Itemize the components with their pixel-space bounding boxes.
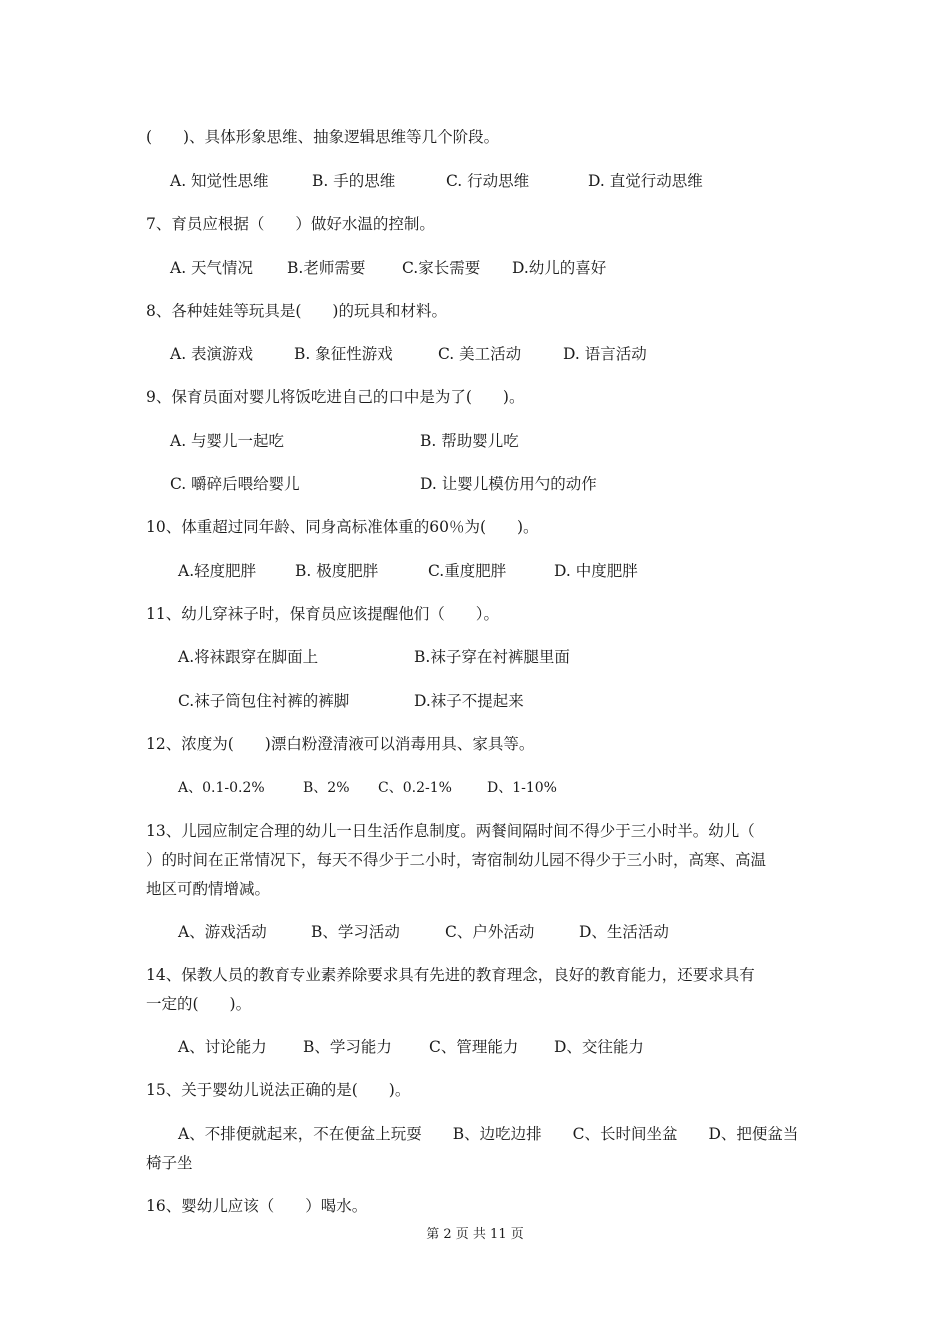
q10-stem: 10、体重超过同年龄、同身高标准体重的60％为( )。: [146, 518, 539, 536]
q10-option-a: A.轻度肥胖: [178, 562, 257, 580]
q8-option-a: A. 表演游戏: [170, 345, 254, 363]
q13-option-d: D、生活活动: [579, 923, 669, 941]
q7-option-c: C.家长需要: [402, 259, 481, 277]
q14-stem-line-1: 14、保教人员的教育专业素养除要求具有先进的教育理念，良好的教育能力，还要求具有: [146, 966, 755, 984]
page-number-footer: 第 2 页 共 11 页: [426, 1227, 524, 1242]
q6-option-a: A. 知觉性思维: [170, 172, 269, 190]
q8-option-d: D. 语言活动: [563, 345, 647, 363]
q11-stem: 11、幼儿穿袜子时，保育员应该提醒他们（ ）。: [146, 605, 499, 623]
q12-option-c: C、0.2-1%: [378, 780, 452, 796]
q9-stem: 9、保育员面对婴儿将饭吃进自己的口中是为了( )。: [146, 388, 525, 406]
q8-stem: 8、各种娃娃等玩具是( )的玩具和材料。: [146, 302, 447, 320]
q8-option-b: B. 象征性游戏: [294, 345, 393, 363]
q15-options-line-2: 椅子坐: [146, 1154, 193, 1172]
q6-stem: ( )、具体形象思维、抽象逻辑思维等几个阶段。: [146, 128, 500, 146]
q14-option-c: C、管理能力: [429, 1038, 519, 1056]
q9-option-b: B. 帮助婴儿吃: [420, 432, 519, 450]
q6-option-c: C. 行动思维: [446, 172, 530, 190]
q7-option-a: A. 天气情况: [170, 259, 254, 277]
q6-option-b: B. 手的思维: [312, 172, 396, 190]
q15-stem: 15、关于婴幼儿说法正确的是( )。: [146, 1081, 411, 1099]
q12-option-d: D、1-10%: [487, 780, 557, 796]
q14-option-d: D、交往能力: [554, 1038, 644, 1056]
q9-option-a: A. 与婴儿一起吃: [170, 432, 285, 450]
q8-option-c: C. 美工活动: [438, 345, 522, 363]
q10-option-b: B. 极度肥胖: [295, 562, 379, 580]
q12-option-a: A、0.1-0.2%: [178, 780, 265, 796]
q13-stem-line-1: 13、儿园应制定合理的幼儿一日生活作息制度。两餐间隔时间不得少于三小时半。幼儿（: [146, 822, 755, 840]
q7-option-b: B.老师需要: [287, 259, 366, 277]
q12-stem: 12、浓度为( )漂白粉澄清液可以消毒用具、家具等。: [146, 735, 535, 753]
q6-option-d: D. 直觉行动思维: [588, 172, 703, 190]
q11-option-b: B.袜子穿在衬裤腿里面: [414, 648, 570, 666]
q9-option-d: D. 让婴儿模仿用勺的动作: [420, 475, 597, 493]
q7-stem: 7、育员应根据（ ）做好水温的控制。: [146, 215, 435, 233]
q13-option-c: C、户外活动: [445, 923, 535, 941]
q10-option-d: D. 中度肥胖: [554, 562, 638, 580]
q10-option-c: C.重度肥胖: [428, 562, 507, 580]
q13-option-a: A、游戏活动: [178, 923, 267, 941]
q7-option-d: D.幼儿的喜好: [512, 259, 607, 277]
q14-option-b: B、学习能力: [303, 1038, 392, 1056]
q13-stem-line-2: ）的时间在正常情况下，每天不得少于二小时，寄宿制幼儿园不得少于三小时，高寒、高温: [146, 851, 767, 869]
q11-option-d: D.袜子不提起来: [414, 692, 524, 710]
q11-option-a: A.将袜跟穿在脚面上: [178, 648, 319, 666]
q16-stem: 16、婴幼儿应该（ ）喝水。: [146, 1197, 368, 1215]
q13-stem-line-3: 地区可酌情增减。: [146, 880, 271, 898]
q13-option-b: B、学习活动: [311, 923, 400, 941]
q12-option-b: B、2%: [303, 780, 350, 796]
q15-options-line-1: A、不排便就起来，不在便盆上玩耍 B、边吃边排 C、长时间坐盆 D、把便盆当: [178, 1125, 799, 1143]
q14-stem-line-2: 一定的( )。: [146, 995, 252, 1013]
q14-option-a: A、讨论能力: [178, 1038, 267, 1056]
q11-option-c: C.袜子筒包住衬裤的裤脚: [178, 692, 350, 710]
q9-option-c: C. 嚼碎后喂给婴儿: [170, 475, 300, 493]
